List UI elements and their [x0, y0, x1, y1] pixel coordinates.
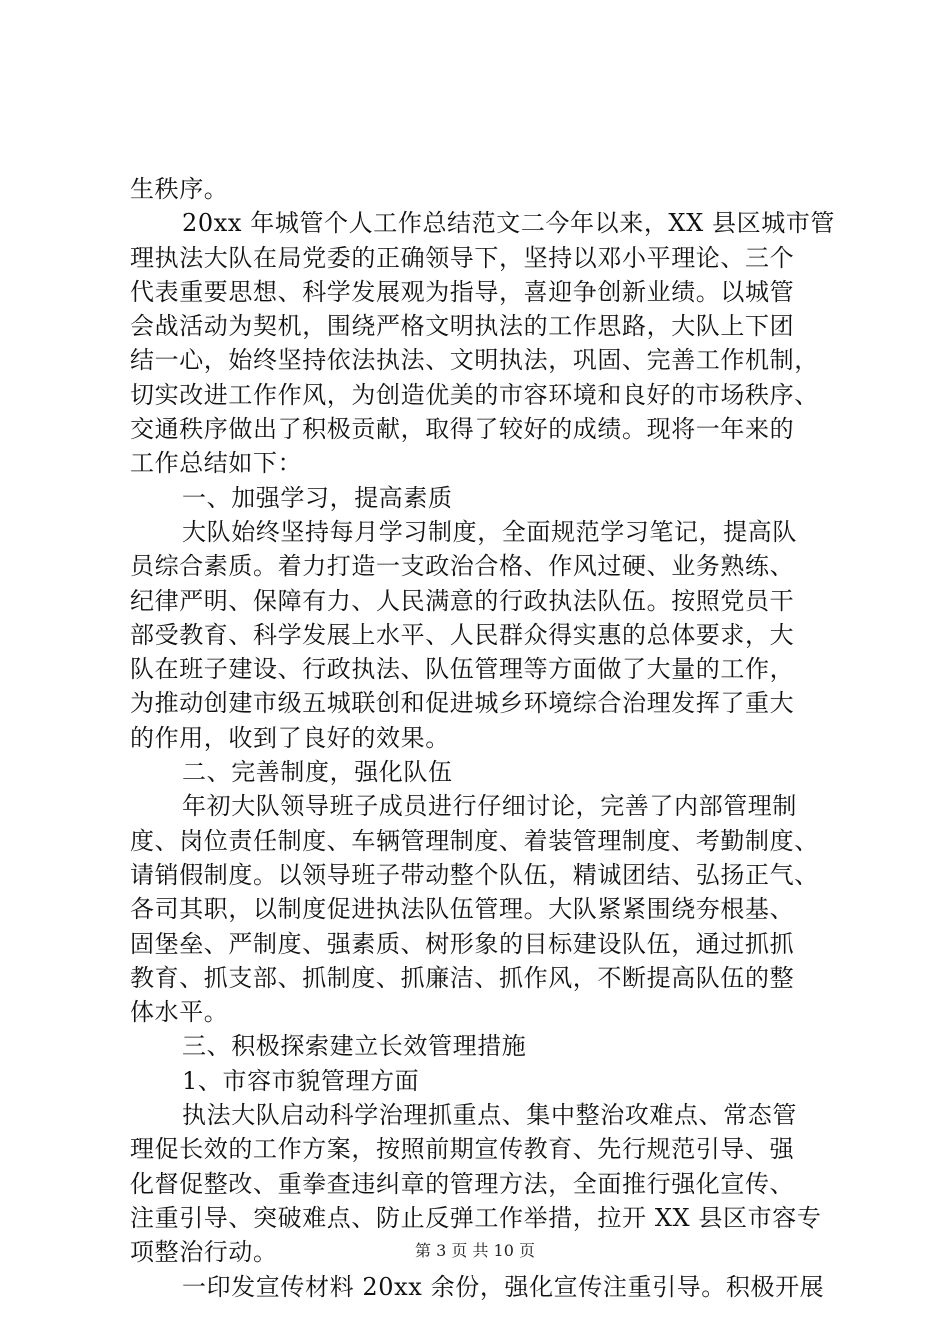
text-line: 的作用，收到了良好的效果。	[130, 723, 450, 752]
text-line: 一、加强学习，提高素质	[182, 483, 453, 512]
text-line: 执法大队启动科学治理抓重点、集中整治攻难点、常态管	[182, 1101, 797, 1130]
text-line: 20xx 年城管个人工作总结范文二今年以来，XX 县区城市管	[182, 209, 836, 238]
text-line: 教育、抓支部、抓制度、抓廉洁、抓作风，不断提高队伍的整	[130, 963, 795, 992]
text-line: 理促长效的工作方案，按照前期宣传教育、先行规范引导、强	[130, 1135, 795, 1164]
text-line: 切实改进工作作风，为创造优美的市容环境和良好的市场秩序、	[130, 380, 819, 409]
text-line: 生秩序。	[130, 175, 229, 203]
text-line: 一印发宣传材料 20xx 余份，强化宣传注重引导。积极开展	[182, 1272, 825, 1301]
text-line: 理执法大队在局党委的正确领导下，坚持以邓小平理论、三个	[130, 243, 795, 272]
text-line: 结一心，始终坚持依法执法、文明执法，巩固、完善工作机制，	[130, 346, 819, 375]
text-line: 固堡垒、严制度、强素质、树形象的目标建设队伍，通过抓抓	[130, 929, 795, 958]
text-line: 二、完善制度，强化队伍	[182, 758, 453, 787]
text-line: 年初大队领导班子成员进行仔细讨论，完善了内部管理制	[182, 792, 797, 821]
text-line: 1、市容市貌管理方面	[182, 1066, 420, 1095]
text-line: 项整治行动。	[130, 1238, 278, 1267]
text-line: 工作总结如下：	[130, 449, 303, 478]
page-footer: 第 3 页 共 10 页	[415, 1241, 535, 1260]
text-line: 员综合素质。着力打造一支政治合格、作风过硬、业务熟练、	[130, 552, 795, 581]
document-body	[130, 172, 850, 1304]
text-line: 注重引导、突破难点、防止反弹工作举措，拉开 XX 县区市容专	[130, 1203, 822, 1232]
text-line: 部受教育、科学发展上水平、人民群众得实惠的总体要求，大	[130, 620, 795, 649]
text-line: 交通秩序做出了积极贡献，取得了较好的成绩。现将一年来的	[130, 415, 795, 444]
text-line: 体水平。	[130, 998, 229, 1027]
text-line: 纪律严明、保障有力、人民满意的行政执法队伍。按照党员干	[130, 586, 795, 615]
text-line: 化督促整改、重拳查违纠章的管理方法，全面推行强化宣传、	[130, 1169, 795, 1198]
text-line: 请销假制度。以领导班子带动整个队伍，精诚团结、弘扬正气、	[130, 860, 819, 889]
text-line: 代表重要思想、科学发展观为指导，喜迎争创新业绩。以城管	[130, 277, 795, 306]
text-line: 队在班子建设、行政执法、队伍管理等方面做了大量的工作，	[130, 655, 795, 684]
text-line: 度、岗位责任制度、车辆管理制度、着装管理制度、考勤制度、	[130, 826, 819, 855]
text-line: 各司其职，以制度促进执法队伍管理。大队紧紧围绕夯根基、	[130, 895, 795, 924]
text-line: 会战活动为契机，围绕严格文明执法的工作思路，大队上下团	[130, 312, 795, 341]
text-line: 大队始终坚持每月学习制度，全面规范学习笔记，提高队	[182, 517, 797, 546]
text-line: 三、积极探索建立长效管理措施	[182, 1032, 527, 1061]
text-line: 为推动创建市级五城联创和促进城乡环境综合治理发挥了重大	[130, 689, 795, 718]
